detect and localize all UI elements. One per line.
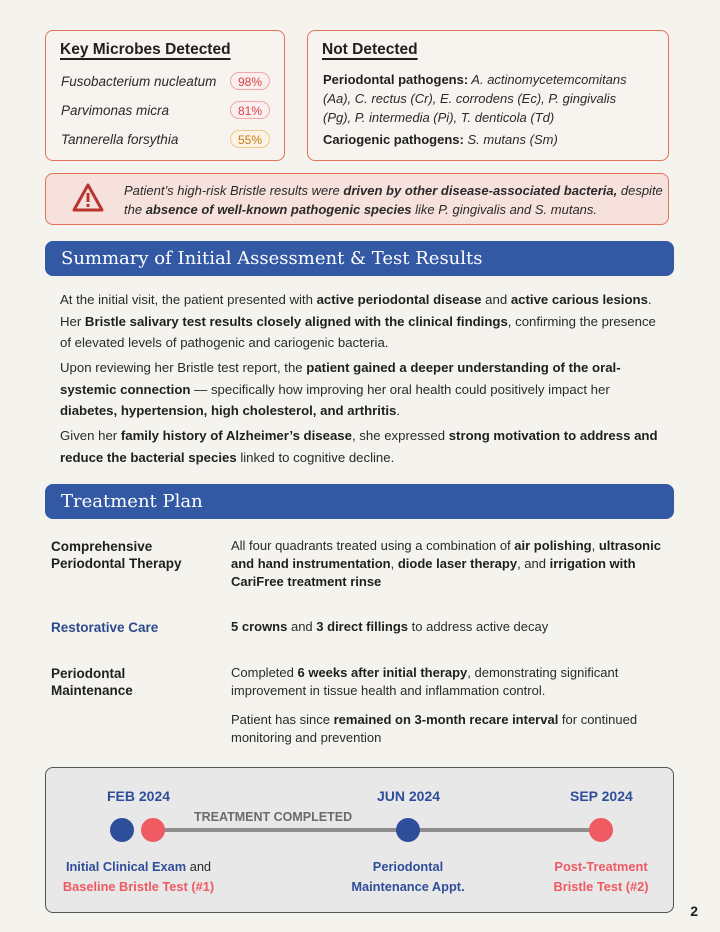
timeline-dot-maintenance (396, 818, 420, 842)
microbe-percent-badge: 98% (230, 72, 270, 90)
caption-maintenance-appt: Maintenance Appt. (351, 879, 465, 894)
caption-baseline-test: Baseline Bristle Test (#1) (62, 879, 215, 894)
timeline-date-jun: JUN 2024 (377, 788, 441, 804)
text-segment: , (390, 556, 398, 571)
treatment-row-text (231, 664, 661, 700)
text-segment: Completed (231, 665, 298, 680)
timeline-caption-initial (46, 857, 231, 897)
text-segment: and (287, 619, 317, 634)
treatment-completed-label: TREATMENT COMPLETED (194, 810, 353, 824)
text-segment: , she expressed (351, 428, 449, 443)
periodontal-pathogens-text (323, 70, 641, 127)
summary-paragraph-1 (60, 289, 668, 354)
treatment-section-header: Treatment Plan (45, 484, 674, 519)
text-segment: Given her (60, 428, 121, 443)
text-segment: and (481, 292, 511, 307)
treatment-row-label: Comprehensive Periodontal Therapy (51, 539, 182, 571)
bold-text: remained on 3-month recare interval (333, 712, 559, 727)
alert-text-segment: Patient’s high-risk Bristle results were (124, 183, 344, 198)
caption-exam: Initial Clinical Exam (65, 859, 187, 874)
bold-text: air polishing (514, 538, 592, 553)
text-segment: — specifically how improving her oral health could positively impact her (190, 381, 610, 397)
alert-text-segment: like P. gingivalis and S. mutans. (411, 202, 598, 217)
risk-alert-banner (45, 173, 669, 225)
timeline-track (146, 828, 606, 832)
timeline-date-sep: SEP 2024 (570, 788, 633, 804)
timeline-dot-baseline-test (141, 818, 165, 842)
bold-text: ultrasonic and hand instrumentation (231, 538, 661, 571)
not-detected-title: Not Detected (322, 41, 418, 58)
timeline-date-feb: FEB 2024 (107, 788, 171, 804)
bold-text: active periodontal disease (316, 292, 482, 307)
text-segment: , and (517, 556, 550, 571)
timeline-caption-post (536, 857, 666, 897)
alert-text-bold: driven by other disease-associated bacteria, (343, 183, 618, 198)
bold-text: 5 crowns (231, 619, 288, 634)
microbe-name: Parvimonas micra (61, 103, 170, 118)
key-microbes-title: Key Microbes Detected (60, 41, 231, 58)
caption-post-treatment: Post-Treatment (554, 859, 648, 874)
bold-text: patient gained a deeper understanding of the oral-systemic connection (60, 360, 621, 397)
periodontal-pathogens-label: Periodontal pathogens: (323, 72, 469, 87)
bold-text: 6 weeks after initial therapy (297, 665, 468, 680)
text-segment: At the initial visit, the patient presented with (60, 292, 317, 307)
bold-text: Bristle salivary test results closely aligned with the clinical findings (84, 313, 508, 329)
text-segment: . (396, 403, 401, 418)
cariogenic-pathogens-text (323, 130, 641, 149)
caption-and: and (186, 859, 212, 874)
text-segment: Patient has since (231, 712, 334, 727)
treatment-timeline (45, 767, 674, 913)
warning-triangle-icon (72, 183, 104, 213)
treatment-row-text (231, 537, 661, 591)
bold-text: family history of Alzheimer’s disease (120, 428, 352, 443)
text-segment: for continued monitoring and prevention (231, 712, 638, 745)
summary-section-header: Summary of Initial Assessment & Test Results (45, 241, 674, 276)
caption-periodontal: Periodontal (372, 859, 444, 874)
text-segment: linked to cognitive decline. (236, 449, 395, 465)
periodontal-pathogens-list: A. actinomycetemcomitans (Aa), C. rectus (Cr), E. corrodens (Ec), P. gingivalis (Pg), P. intermedia (Pi), T. denticola (Td) (323, 72, 627, 125)
key-microbes-card (45, 30, 285, 161)
alert-text-bold: absence of well-known pathogenic species (145, 202, 412, 217)
cariogenic-pathogens-list: S. mutans (Sm) (463, 132, 558, 147)
alert-text-segment: despite the (124, 183, 663, 217)
microbe-name: Tannerella forsythia (61, 132, 179, 147)
text-segment: , (591, 538, 599, 553)
text-segment: to address active decay (408, 619, 549, 634)
treatment-row-text (231, 618, 661, 636)
risk-alert-text (124, 181, 664, 219)
timeline-dot-initial-exam (110, 818, 134, 842)
text-segment: , confirming the presence of elevated levels of pathogenic and cariogenic bacteria. (60, 313, 656, 350)
summary-paragraph-2 (60, 357, 668, 422)
bold-text: active carious lesions (510, 292, 648, 307)
bold-text: diabetes, hypertension, high cholesterol, and arthritis (60, 403, 397, 418)
text-segment: All four quadrants treated using a combination of (231, 538, 515, 553)
text-segment: Upon reviewing her Bristle test report, the (60, 360, 307, 375)
microbe-name: Fusobacterium nucleatum (61, 74, 217, 89)
cariogenic-pathogens-label: Cariogenic pathogens: (323, 132, 464, 147)
bold-text: diode laser therapy (397, 556, 518, 571)
bold-text: strong motivation to address and reduce the bacterial species (60, 428, 658, 465)
bold-text: 3 direct fillings (316, 619, 409, 634)
text-segment: . Her (60, 292, 652, 329)
bold-text: irrigation with CariFree treatment rinse (231, 556, 636, 589)
treatment-row-text-secondary (231, 711, 661, 747)
caption-post-test: Bristle Test (#2) (553, 879, 649, 894)
treatment-row-label: Periodontal Maintenance (51, 666, 133, 698)
microbe-percent-badge: 81% (230, 101, 270, 119)
microbe-percent-badge: 55% (230, 130, 270, 148)
timeline-dot-post-treatment (589, 818, 613, 842)
summary-paragraph-3 (60, 425, 668, 468)
treatment-row-label: Restorative Care (51, 620, 159, 635)
page-number: 2 (690, 903, 698, 919)
text-segment: , demonstrating significant improvement in tissue health and inflammation control. (231, 665, 619, 698)
timeline-caption-maintenance (328, 857, 488, 897)
not-detected-card (307, 30, 669, 161)
